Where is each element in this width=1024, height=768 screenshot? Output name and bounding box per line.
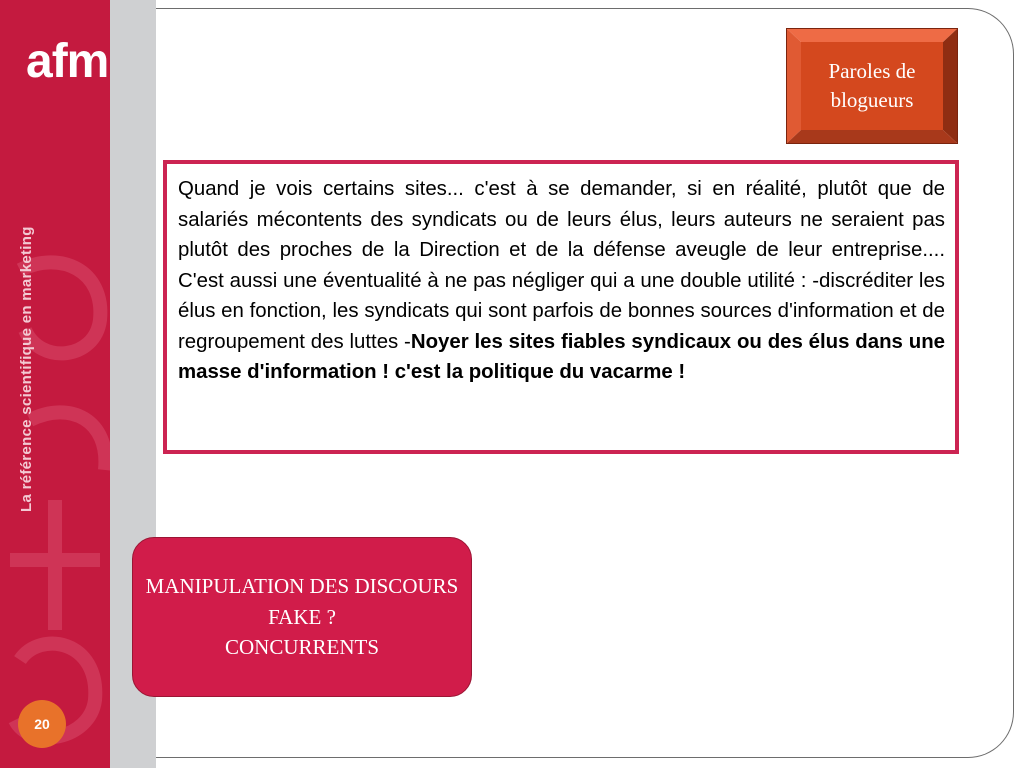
quote-text xyxy=(178,174,945,388)
manipulation-box xyxy=(132,537,472,697)
quote-text-plain: Quand je vois certains sites... c'est à se demander, si en réalité, plutôt que de salariés mécontents des syndicats ou de leurs élus, leurs auteurs ne seraient pas plutôt des proches de la Direction et de la défense aveugle de leur entreprise.... C'est aussi une éventualité à ne pas négliger qui a une double utilité : -discréditer les élus en fonction, les syndicats qui sont parfois de bonnes sources d'information et de regroupement des luttes - xyxy=(178,178,945,353)
quote-box xyxy=(163,160,959,454)
paroles-de-blogueurs-button[interactable] xyxy=(786,28,958,144)
page-number-badge: 20 xyxy=(18,700,66,748)
sidebar xyxy=(0,0,110,768)
afm-logo: afm xyxy=(26,35,109,88)
afm-watermark-graphic xyxy=(0,0,110,768)
manipulation-line-1: MANIPULATION DES DISCOURS xyxy=(145,574,459,599)
quote-text-bold: Noyer les sites fiables syndicaux ou des élus dans une masse d'information ! c'est la politique du vacarme ! xyxy=(178,330,945,383)
manipulation-line-2: FAKE ? xyxy=(268,604,336,629)
manipulation-line-3: CONCURRENTS xyxy=(224,635,380,660)
paroles-de-blogueurs-label: Paroles de blogueurs xyxy=(828,59,916,112)
tagline: La référence scientifique en marketing xyxy=(18,226,35,512)
